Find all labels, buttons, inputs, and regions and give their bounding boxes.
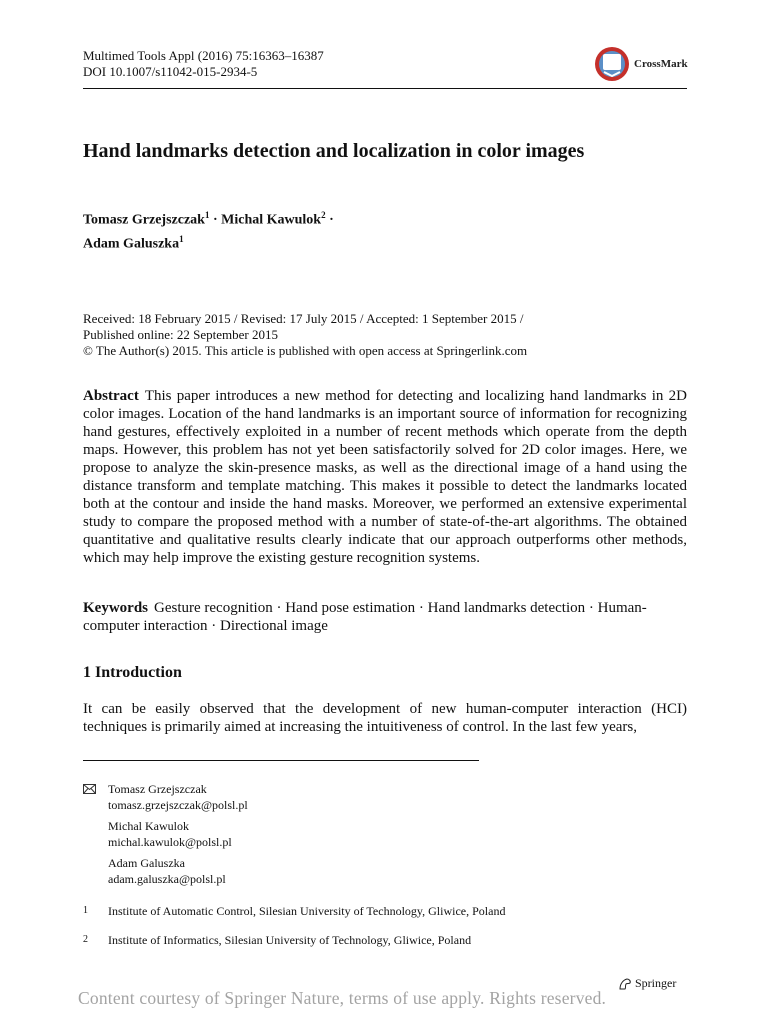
copyright-line: © The Author(s) 2015. This article is published with open access at Springerlink.com bbox=[83, 343, 528, 358]
envelope-icon bbox=[83, 784, 96, 794]
keywords bbox=[83, 599, 687, 635]
contact-email[interactable]: michal.kawulok@polsl.pl bbox=[108, 835, 232, 849]
author-contacts bbox=[83, 781, 248, 892]
footnote-rule bbox=[83, 760, 479, 761]
courtesy-watermark: Content courtesy of Springer Nature, terms of use apply. Rights reserved. bbox=[78, 988, 607, 1008]
paper-title: Hand landmarks detection and localization in color images bbox=[83, 140, 585, 162]
author-list bbox=[83, 206, 334, 253]
springer-horse-icon bbox=[618, 978, 632, 990]
doi-line: DOI 10.1007/s11042-015-2934-5 bbox=[83, 64, 258, 79]
crossmark-label: CrossMark bbox=[634, 58, 688, 70]
contact-entry bbox=[108, 781, 248, 813]
contact-email[interactable]: tomasz.grzejszczak@polsl.pl bbox=[108, 798, 248, 812]
contact-name: Michal Kawulok bbox=[108, 819, 189, 833]
journal-citation bbox=[83, 48, 324, 80]
springer-logo bbox=[618, 976, 676, 991]
affiliation-2 bbox=[83, 932, 471, 948]
contact-entry bbox=[108, 855, 248, 887]
contact-entry bbox=[108, 818, 248, 850]
author-name: Tomasz Grzejszczak bbox=[83, 212, 205, 228]
journal-line: Multimed Tools Appl (2016) 75:16363–16387 bbox=[83, 48, 324, 63]
publication-dates bbox=[83, 311, 527, 359]
author-name: Michal Kawulok bbox=[221, 212, 322, 228]
abstract-label: Abstract bbox=[83, 388, 139, 404]
intro-paragraph: It can be easily observed that the development of new human-computer interaction (HCI) techniques is primarily aimed at increasing the intuitiveness of control. In the last few years, bbox=[83, 701, 687, 735]
crossmark-icon bbox=[594, 46, 630, 82]
contact-name: Tomasz Grzejszczak bbox=[108, 782, 207, 796]
contact-name: Adam Galuszka bbox=[108, 856, 185, 870]
affiliation-number: 2 bbox=[83, 934, 88, 945]
dates-line: Received: 18 February 2015 / Revised: 17 July 2015 / Accepted: 1 September 2015 / bbox=[83, 311, 524, 326]
author-separator: · bbox=[325, 212, 334, 228]
affiliation-1 bbox=[83, 903, 505, 919]
author-affil-sup: 1 bbox=[179, 233, 184, 244]
keywords-text: Gesture recognition · Hand pose estimation · Hand landmarks detection · Human-computer interaction · Directional image bbox=[83, 600, 647, 634]
publisher-name: Springer bbox=[635, 976, 677, 990]
contact-email[interactable]: adam.galuszka@polsl.pl bbox=[108, 872, 226, 886]
section-heading: 1 Introduction bbox=[83, 664, 182, 681]
published-line: Published online: 22 September 2015 bbox=[83, 327, 278, 342]
header-rule bbox=[83, 88, 687, 89]
affiliation-number: 1 bbox=[83, 905, 88, 916]
author-separator: · bbox=[209, 212, 222, 228]
keywords-label: Keywords bbox=[83, 600, 148, 616]
author-affil-sup: 1 bbox=[204, 210, 210, 220]
author-affil-sup: 2 bbox=[321, 210, 326, 220]
affiliation-text: Institute of Informatics, Silesian University of Technology, Gliwice, Poland bbox=[108, 933, 472, 947]
crossmark-badge[interactable] bbox=[594, 46, 688, 82]
abstract bbox=[83, 387, 687, 567]
abstract-text: This paper introduces a new method for detecting and localizing hand landmarks in 2D color images. Location of the hand landmarks is an important source of information for recognizing hand gestures, effectively exploited in a number of recent methods which operate from the depth maps. However, this problem has not yet been satisfactorily solved for 2D color images. Here, we propose to analyze the skin-presence masks, as well as the directional image of a hand using the distance transform and template matching. This makes it possible to detect the landmarks located both at the contour and inside the hand masks. Moreover, we performed an extensive experimental study to compare the proposed method with a number of state-of-the-art algorithms. The obtained quantitative and qualitative results clearly indicate that our approach outperforms other methods, which may help improve the existing gesture recognition systems. bbox=[83, 388, 687, 566]
author-name: Adam Galuszka bbox=[83, 236, 180, 252]
affiliation-text: Institute of Automatic Control, Silesian University of Technology, Gliwice, Poland bbox=[108, 904, 506, 918]
